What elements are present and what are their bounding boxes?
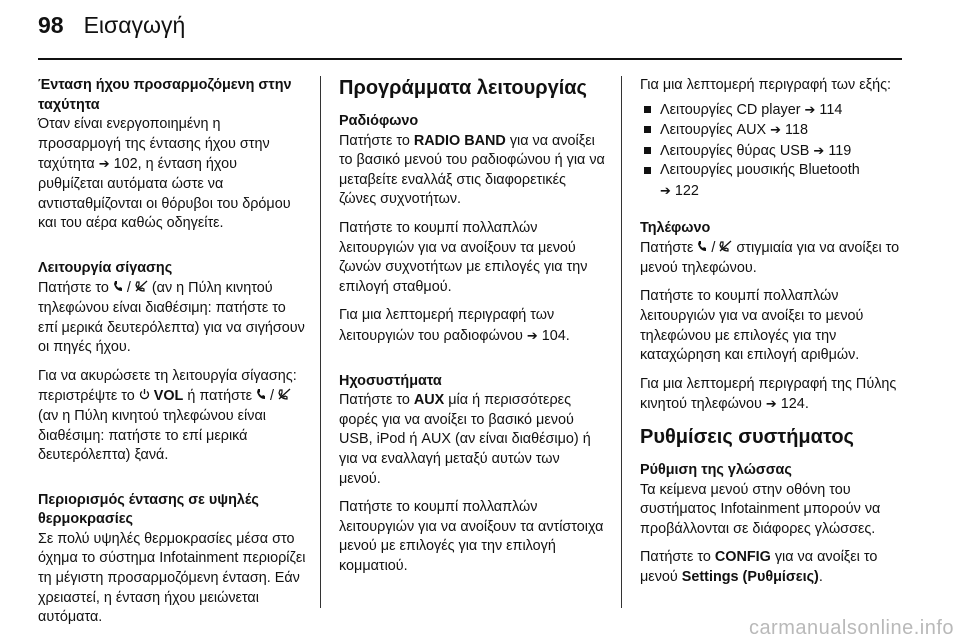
paragraph <box>640 375 906 415</box>
paragraph: Πατήστε το κουμπί πολλαπλών λειτουργιών για να ανοίξει το μενού τηλεφώνου με επιλογές για την καταχώρηση και επιλογή αριθμών. <box>640 288 864 364</box>
page-ref: 118 <box>785 122 808 139</box>
list-item: Λειτουργίες μουσικής Bluetooth ➔ 122 <box>640 161 906 201</box>
mute-icon <box>278 386 291 406</box>
page-ref: 102 <box>113 156 138 173</box>
page-ref: 122 <box>674 182 699 199</box>
page-number: 98 <box>38 12 64 38</box>
section-title: Περιορισμός έντασης σε υψηλές θερμοκρασίες <box>38 491 259 528</box>
text: Πατήστε το <box>339 132 410 149</box>
arrow-icon: ➔ <box>813 142 825 158</box>
header-rule <box>38 58 902 60</box>
watermark: carmanualsonline.info <box>748 617 954 639</box>
text: για να ανοίξει το μενού <box>640 549 878 585</box>
page-header <box>38 12 185 56</box>
text: για να ανοίξει το βασικό μενού του ραδιοφώνου ή για να μεταβείτε εναλλάξ στις διαφορετικές ζώνες συχνοτήτων. <box>339 132 605 208</box>
page-ref: 114 <box>819 101 843 118</box>
column-1 <box>38 76 306 637</box>
text: Πατήστε <box>640 240 694 257</box>
text: Για μια λεπτομερή περιγραφή της Πύλης κινητού τηλεφώνου <box>640 375 897 413</box>
paragraph: Για να ακυρώσετε τη λειτουργία σίγασης: περιστρέψτε το VOL ή πατήστε / (αν η Πύλη κινητού τηλεφώνου είναι διαθέσιμη: πατήστε το επί μερικά δευτερόλεπτα) ξανά. <box>38 367 297 464</box>
paragraph: Πατήστε το / (αν η Πύλη κινητού τηλεφώνου είναι διαθέσιμη: πατήστε το επί μερικά δευτερόλεπτα) για να σιγήσουν οι πηγές ήχου. <box>38 280 305 356</box>
text: . <box>818 568 823 585</box>
page-ref: 124 <box>780 396 805 413</box>
page-ref: 104 <box>541 327 566 344</box>
paragraph: Πατήστε το κουμπί πολλαπλών λειτουργιών για να ανοίξουν τα αντίστοιχα μενού με επιλογές για την επιλογή κομματιού. <box>339 499 604 574</box>
paragraph <box>339 132 605 210</box>
aux-button-label: AUX <box>413 392 445 409</box>
text: στιγμιαία για να ανοίξει το μενού τηλεφώνου. <box>640 240 900 276</box>
phone-icon <box>697 238 707 258</box>
list-item: Λειτουργίες AUX ➔ 118 <box>640 120 906 141</box>
text: (αν η Πύλη κινητού τηλεφώνου είναι διαθέσιμη: πατήστε το επί μερικά δευτερόλεπτα) για να σιγήσουν οι πηγές ήχου. <box>38 280 305 356</box>
section-heading: Προγράμματα λειτουργίας <box>339 77 587 99</box>
paragraph: Πατήστε το κουμπί πολλαπλών λειτουργιών για να ανοίξουν τα μενού ζωνών συχνοτήτων με επιλογές για την επιλογή σταθμού. <box>339 219 588 295</box>
text: μία ή περισσότερες φορές για να ανοίξει το βασικό μενού USB, iPod ή AUX (αν είναι διαθέσιμο) ή για να εναλλαγή μεταξύ αυτών των μενού. <box>339 392 591 487</box>
phone-icon <box>113 278 123 298</box>
column-3 <box>640 76 906 596</box>
paragraph: Τα κείμενα μενού στην οθόνη του συστήματος Infotainment μπορούν να προβάλλονται σε διάφορες γλώσσες. <box>640 481 881 537</box>
arrow-icon: ➔ <box>765 396 777 412</box>
phone-icon <box>256 386 266 406</box>
page-ref: 119 <box>828 142 852 159</box>
text: Πατήστε το <box>339 392 410 409</box>
section-title: Ρύθμιση της γλώσσας <box>640 461 792 478</box>
paragraph <box>339 306 605 346</box>
section-title: Ραδιόφωνο <box>339 113 419 129</box>
text: . <box>565 327 570 344</box>
section-title: Ένταση ήχου προσαρμοζόμενη στην ταχύτητα <box>38 77 292 113</box>
text: Όταν είναι ενεργοποιημένη η προσαρμογή της έντασης ήχου στην ταχύτητα <box>38 116 270 173</box>
reference-list <box>640 100 906 202</box>
text: . <box>804 396 809 413</box>
text: Για να ακυρώσετε τη λειτουργία σίγασης: περιστρέψτε το <box>38 367 297 405</box>
paragraph <box>339 391 605 489</box>
text: , η ένταση ήχου ρυθμίζεται αυτόματα ώστε να αντισταθμίζονται οι θόρυβοι του δρόμου και του αέρα καθώς οδηγείτε. <box>38 156 291 232</box>
mute-icon <box>719 238 732 258</box>
arrow-icon: ➔ <box>770 122 782 138</box>
arrow-icon: ➔ <box>804 101 816 117</box>
radio-band-button-label: RADIO BAND <box>413 132 506 149</box>
arrow-icon: ➔ <box>660 182 671 198</box>
section-title: Ηχοσυστήματα <box>339 372 442 389</box>
section-heading: Ρυθμίσεις συστήματος <box>640 425 854 448</box>
list-item: Λειτουργίες θύρας USB ➔ 119 <box>640 141 906 162</box>
config-button-label: CONFIG <box>714 549 771 566</box>
text: ή πατήστε <box>187 388 253 405</box>
list-item: Λειτουργίες CD player ➔ 114 <box>640 100 906 121</box>
mute-icon <box>135 278 148 298</box>
paragraph: Για μια λεπτομερή περιγραφή των εξής: <box>640 77 892 93</box>
text: Πατήστε το <box>38 280 109 297</box>
vol-knob-label: VOL <box>153 388 184 405</box>
arrow-icon: ➔ <box>98 156 110 172</box>
column-2 <box>339 76 605 585</box>
section-title: Τηλέφωνο <box>640 219 711 236</box>
text: (αν η Πύλη κινητού τηλεφώνου είναι διαθέσιμη: πατήστε το επί μερικά δευτερόλεπτα) ξανά. <box>38 407 266 464</box>
paragraph <box>640 548 906 587</box>
power-icon <box>139 386 150 406</box>
paragraph <box>38 115 306 234</box>
settings-menu-label: Settings (Ρυθμίσεις) <box>681 568 819 585</box>
text: Για μια λεπτομερή περιγραφή των λειτουργιών του ραδιοφώνου <box>339 307 555 344</box>
page-title: Εισαγωγή <box>83 12 186 38</box>
paragraph: Σε πολύ υψηλές θερμοκρασίες μέσα στο όχημα το σύστημα Infotainment περιορίζει τη μέγιστη προσαρμοζόμενη ένταση. Εάν χρειαστεί, η ένταση ήχου μειώνεται αυτόματα. <box>38 530 306 626</box>
column-divider <box>621 76 622 608</box>
text: Πατήστε το <box>640 549 711 566</box>
column-divider <box>320 76 321 608</box>
section-title: Λειτουργία σίγασης <box>38 259 173 276</box>
arrow-icon: ➔ <box>526 327 538 343</box>
paragraph: Πατήστε / στιγμιαία για να ανοίξει το μενού τηλεφώνου. <box>640 240 900 276</box>
